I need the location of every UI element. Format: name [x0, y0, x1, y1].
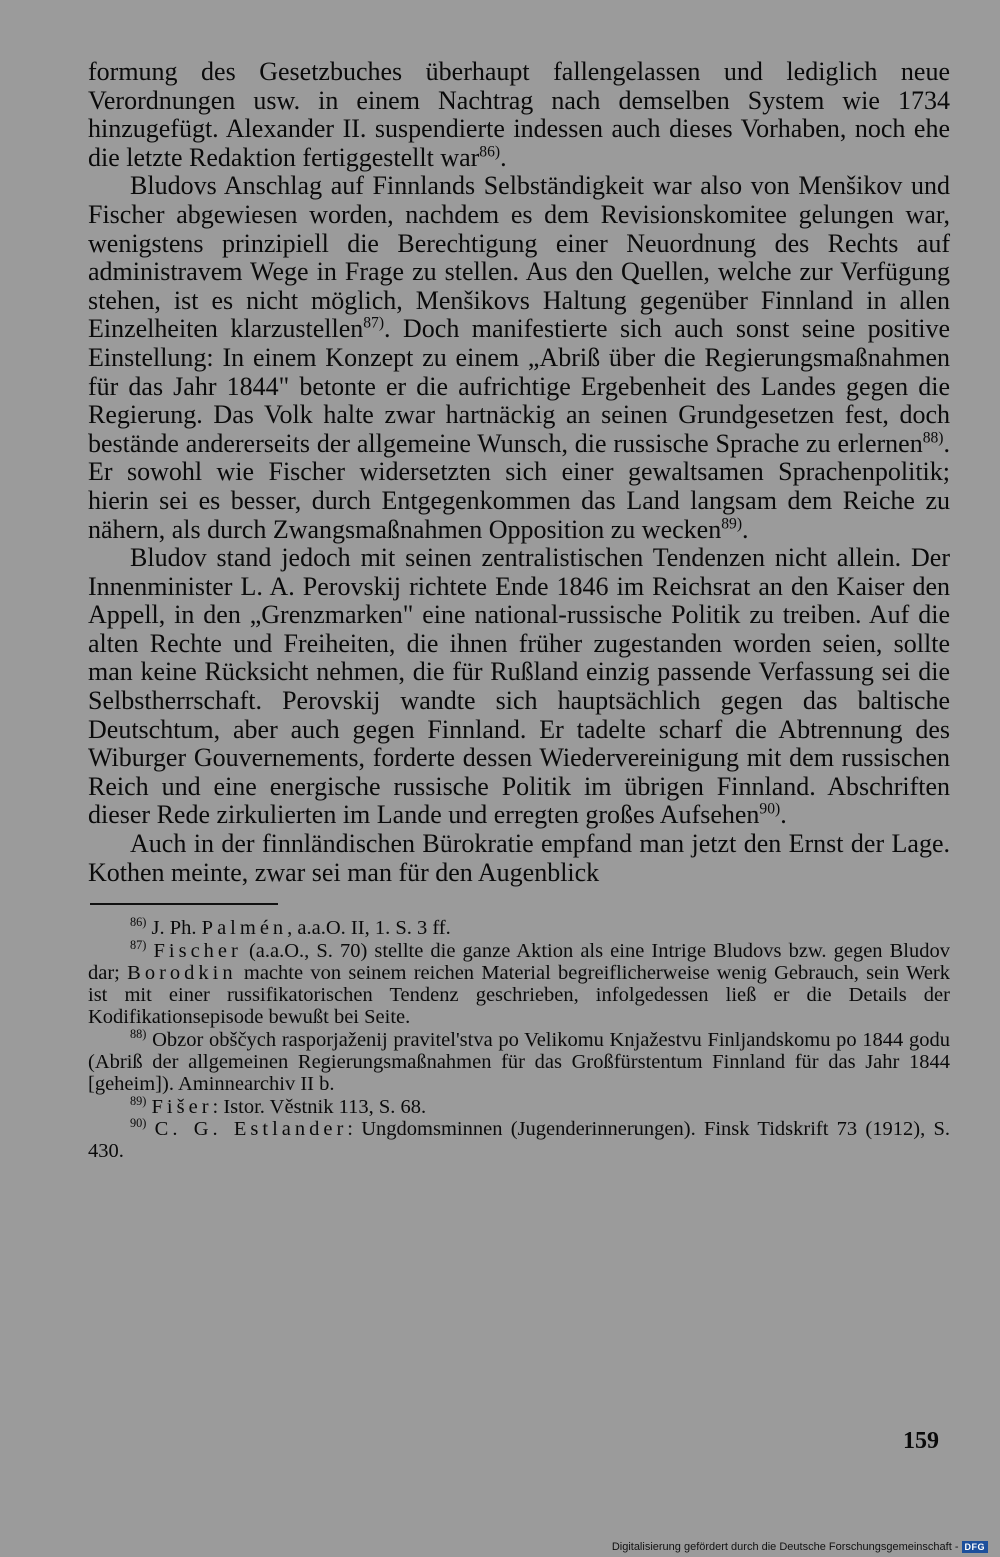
paragraph-2 — [88, 172, 950, 544]
page-content — [88, 58, 950, 1162]
footnote-86 — [88, 917, 950, 939]
paragraph-2-text-c: . Er sowohl wie Fischer widersetzten sich einer gewaltsamen Sprachenpolitik; hierin sei es besser, durch Entgegenkommen das Land langsam dem Reiche zu nähern, als durch Zwangsmaßnahmen Opposition zu wecken — [88, 428, 950, 544]
paragraph-4 — [88, 830, 950, 887]
footnote-separator — [90, 903, 278, 905]
author-name: Borodkin — [127, 961, 237, 984]
author-name: C. G. Estlander — [154, 1117, 348, 1140]
paragraph-2-tail: . — [742, 514, 749, 544]
footnote-number: 86) — [130, 915, 147, 930]
footnote-number: 90) — [130, 1116, 147, 1131]
footnote-ref-89: 89) — [721, 514, 743, 532]
paragraph-3-text: Bludov stand jedoch mit seinen zentralistischen Tendenzen nicht allein. Der Innenminister L. A. Perovskij richtete Ende 1846 im Reichsrat an den Kaiser den Appell, in den „Grenzmarken" eine national-russische Politik zu treiben. Auf die alten Rechte und Freiheiten, die ihnen früher zugestanden worden seien, sollte man keine Rücksicht nehmen, die für Rußland einzig passende Verfassung sei die Selbstherrschaft. Perovskij wandte sich hauptsächlich gegen das baltische Deutschtum, aber auch gegen Finnland. Er tadelte scharf die Abtrennung des Wiburger Gouvernements, forderte dessen Wiedervereinigung mit dem russischen Reich und eine energische russische Politik im übrigen Finnland. Abschriften dieser Rede zirkulierten im Lande und erregten großes Aufsehen — [88, 543, 950, 830]
footnote-89 — [88, 1093, 950, 1118]
paragraph-1 — [88, 58, 950, 172]
footnote-text: : Istor. Věstnik 113, S. 68. — [212, 1095, 427, 1118]
footnote-number: 89) — [130, 1093, 147, 1108]
footnote-number: 87) — [130, 937, 147, 952]
funding-notice-text: Digitalisierung gefördert durch die Deutsche Forschungsgemeinschaft - — [611, 1541, 959, 1553]
footnote-90 — [88, 1118, 950, 1163]
paragraph-4-text: Auch in der finnländischen Bürokratie empfand man jetzt den Ernst der Lage. Kothen meinte, zwar sei man für den Augenblick — [88, 829, 950, 887]
paragraph-3-tail: . — [780, 800, 787, 830]
paragraph-1-text: formung des Gesetzbuches überhaupt fallengelassen und lediglich neue Verordnungen usw. in einem Nachtrag nach demselben System wie 1734 hinzugefügt. Alexander II. suspendierte indessen auch dieses Vorhaben, noch ehe die letzte Redaktion fertiggestellt war — [88, 57, 950, 172]
author-name: Palmén — [201, 917, 288, 940]
footnote-text: J. Ph. — [146, 917, 202, 940]
author-name: Fišer — [151, 1095, 213, 1118]
footnote-text: Obzor obščych rasporjaženij pravitel'stva po Velikomu Knjažestvu Finljandskomu po 1844 godu (Abriß der allgemeinen Regierungsmaßnahmen für das Großfürstentum Finnland für das Jahr 1844 [geheim]). Aminnearchiv II b. — [88, 1028, 950, 1096]
footnote-text: : Ungdomsminnen (Jugenderinnerungen). Finsk Tidskrift 73 (1912), S. 430. — [88, 1117, 950, 1163]
footnote-ref-86: 86) — [479, 143, 501, 161]
funding-notice — [612, 1541, 988, 1553]
footnote-ref-90: 90) — [759, 800, 781, 818]
footnote-text: machte von seinem reichen Material begreiflicherweise wenig Gebrauch, sein Werk ist mit einer russifikatorischen Tendenz geschrieben, infolgedessen ließ er die Details der Kodifikationsepisode bewußt bei Seite. — [88, 961, 950, 1029]
footnote-text: , a.a.O. II, 1. S. 3 ff. — [287, 917, 451, 940]
footnotes — [88, 917, 950, 1162]
footnote-ref-88: 88) — [922, 429, 944, 447]
author-name: Fischer — [153, 939, 242, 962]
footnote-ref-87: 87) — [363, 314, 385, 332]
footnote-text: (a.a.O., S. 70) stellte die ganze Aktion als eine Intrige Bludovs bzw. gegen Bludov dar; — [88, 939, 951, 984]
footnote-number: 88) — [130, 1026, 147, 1041]
paragraph-2-text-a: Bludovs Anschlag auf Finnlands Selbständigkeit war also von Menšikov und Fischer abgewiesen worden, nachdem es dem Revisionskomitee gelungen war, wenigstens prinzipiell die Berechtigung einer Neuordnung des Rechts auf administravem Wege in Frage zu stellen. Aus den Quellen, welche zur Verfügung stehen, ist es nicht möglich, Menšikovs Haltung gegenüber Finnland in allen Einzelheiten klarzustellen — [88, 171, 950, 344]
footnote-87 — [88, 937, 951, 1029]
paragraph-3 — [88, 544, 950, 830]
paragraph-1-tail: . — [500, 142, 507, 172]
footnote-88 — [88, 1026, 950, 1096]
paragraph-2-text-b: . Doch manifestierte sich auch sonst seine positive Einstellung: In einem Konzept zu einem „Abriß über die Regierungsmaßnahmen für das Jahr 1844" betonte er die aufrichtige Ergebenheit des Landes gegen die Regierung. Das Volk halte zwar hartnäckig an seinen Grundgesetzen fest, doch bestände andererseits der allgemeine Wunsch, die russische Sprache zu erlernen — [88, 314, 950, 458]
page-number: 159 — [903, 1428, 939, 1454]
dfg-logo-icon: DFG — [962, 1541, 989, 1553]
